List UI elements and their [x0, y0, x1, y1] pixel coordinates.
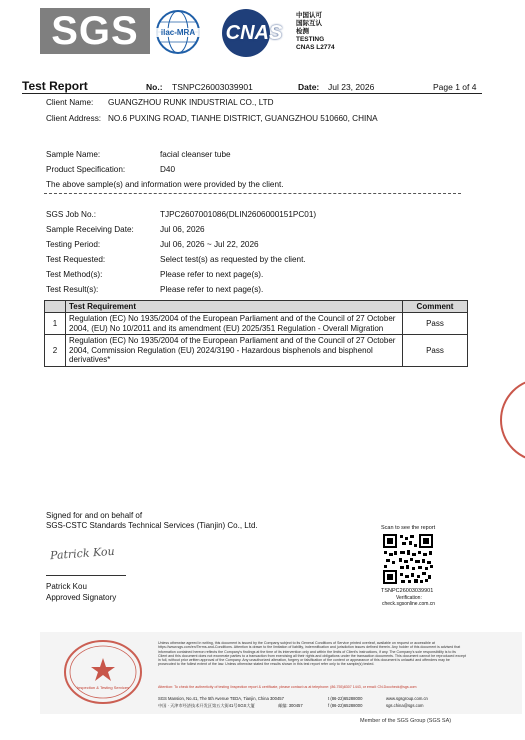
sgs-logo: [40, 8, 150, 54]
stamp-label: Inspection & Testing Services: [76, 685, 130, 690]
row-number: 1: [45, 313, 66, 335]
client-name-label: Client Name:: [46, 98, 94, 107]
sample-name-label: Sample Name:: [46, 150, 101, 159]
qr-verification-label: Verification:: [396, 595, 422, 601]
cnas-logo-text: CNAS: [225, 22, 283, 44]
qr-verify-url[interactable]: check.sgsonline.com.cn: [382, 601, 436, 607]
sgs-logo-text: SGS: [51, 9, 139, 53]
row-comment: Pass: [403, 313, 468, 335]
ilac-mra-text: ilac-MRA: [150, 28, 206, 37]
footer-fax: f (86-22)65288000: [328, 703, 363, 708]
cnas-cn-line-3: 检测: [296, 28, 309, 35]
footer-disclaimer: Unless otherwise agreed in writing, this document is issued by the Company subject to its General Conditions of Service printed overleaf, available on request or accessible at https://www.sgs.com/en/Terms-and-Conditions. Attention is drawn to the limitation of liability, indemnification and jurisdiction issues defined therein. Any holder of this document is advised that information contained hereon reflects the Company's findings at the time of its intervention only and within the limits of Client's instructions, if any. The Company's sole responsibility is to its Client and this document does not exonerate parties to a transaction from exercising all their rights and obligations under the transaction documents. This document cannot be reproduced except in full, without prior written approval of the Company. Any unauthorized alteration, forgery or falsification of the content or appearance of this document is unlawful and offenders may be prosecuted to the fullest extent of the law. Unless otherwise stated the results shown in this test report refer only to the sample(s) tested.: [158, 641, 466, 667]
product-spec-label: Product Specification:: [46, 165, 126, 174]
footer-postcode-cn: 邮编: 300457: [278, 703, 303, 708]
signature-line: [46, 575, 126, 576]
signatory-name: Patrick Kou: [46, 582, 87, 591]
receiving-date-value: Jul 06, 2026: [160, 225, 205, 234]
signing-company: SGS-CSTC Standards Technical Services (Tianjin) Co., Ltd.: [46, 521, 258, 530]
job-no-value: TJPC2607001086(DLIN2606000151PC01): [160, 210, 317, 219]
test-requirement-table: [44, 300, 468, 367]
report-date-label: Date:: [298, 82, 320, 92]
qr-code-icon: [382, 533, 434, 585]
signatory-title: Approved Signatory: [46, 593, 117, 602]
footer-address-en: SGS Mansion, No.41, The 5th Avenue TEDA, Tianjin, China 300457: [158, 696, 284, 701]
cnas-logo: [214, 9, 294, 57]
qr-code[interactable]: [382, 533, 434, 585]
report-no-value: TSNPC26003039901: [172, 82, 253, 92]
footer-attention: Attention: To check the authenticity of testing /inspection report & certificate, please contact us at telephone: (86-755)8307 1443, or email: CN.Doccheck@sgs.com: [158, 685, 417, 689]
report-date-value: Jul 23, 2026: [328, 82, 375, 92]
page-number: Page 1 of 4: [433, 82, 477, 92]
footer-email[interactable]: sgs.china@sgs.com: [386, 703, 424, 708]
receiving-date-label: Sample Receiving Date:: [46, 225, 134, 234]
footer-tel: t (86-22)65288000: [328, 696, 363, 701]
sample-name-value: facial cleanser tube: [160, 150, 231, 159]
footer-member: Member of the SGS Group (SGS SA): [360, 718, 452, 724]
test-requested-value: Select test(s) as requested by the client.: [160, 255, 306, 264]
report-no-label: No.:: [146, 82, 163, 92]
footer-address-cn: 中国 · 天津市经济技术开发区第五大街41号SGS大厦: [158, 703, 255, 708]
test-method-value: Please refer to next page(s).: [160, 270, 264, 279]
client-address-label: Client Address:: [46, 114, 102, 123]
row-number: 2: [45, 335, 66, 367]
qr-report-number: TSNPC26003039901: [381, 588, 434, 594]
table-header-requirement: Test Requirement: [66, 301, 403, 313]
table-header-num: [45, 301, 66, 313]
test-requested-label: Test Requested:: [46, 255, 106, 264]
ilac-mra-logo: [150, 8, 206, 58]
title-rule: [22, 93, 482, 94]
signed-for-text: Signed for and on behalf of: [46, 511, 143, 520]
table-row: [45, 313, 468, 335]
cnas-cn-line-2: 国际互认: [296, 20, 322, 27]
test-method-label: Test Method(s):: [46, 270, 103, 279]
cnas-testing: TESTING: [296, 36, 325, 43]
footer-web[interactable]: www.sgsgroup.com.cn: [386, 696, 428, 701]
cnas-cn-line-1: 中国认可: [296, 12, 322, 19]
client-address-value: NO.6 PUXING ROAD, TIANHE DISTRICT, GUANGZHOU 510660, CHINA: [108, 114, 378, 123]
footer-stamp: [62, 638, 144, 706]
inspection-stamp-icon: [62, 638, 144, 706]
client-name-value: GUANGZHOU RUNK INDUSTRIAL CO., LTD: [108, 98, 274, 107]
cnas-accreditation-block: [296, 12, 335, 52]
table-header-comment: Comment: [403, 301, 468, 313]
right-edge-stamp: [500, 378, 525, 462]
row-comment: Pass: [403, 335, 468, 367]
test-result-label: Test Result(s):: [46, 285, 99, 294]
testing-period-label: Testing Period:: [46, 240, 101, 249]
row-requirement: Regulation (EC) No 1935/2004 of the European Parliament and of the Council of 27 October 2004, (EU) No 10/2011 and its amendment (EU) 2025/351 Regulation - Overall Migration: [66, 313, 403, 335]
testing-period-value: Jul 06, 2026 ~ Jul 22, 2026: [160, 240, 259, 249]
handwritten-signature: Patrick Kou: [49, 544, 115, 563]
test-result-value: Please refer to next page(s).: [160, 285, 264, 294]
product-spec-value: D40: [160, 165, 176, 174]
table-row: [45, 335, 468, 367]
sample-divider: [44, 193, 461, 194]
row-requirement: Regulation (EC) No 1935/2004 of the European Parliament and of the Council of 27 October 2004, Commission Regulation (EU) 2024/3190 - Hazardous bisphenols and bisphenol derivatives*: [66, 335, 403, 367]
sample-note: The above sample(s) and information were provided by the client.: [46, 180, 284, 189]
cnas-number: CNAS L2774: [296, 44, 335, 51]
table-header-row: [45, 301, 468, 313]
report-title: Test Report: [22, 79, 88, 93]
qr-scan-label: Scan to see the report: [381, 525, 436, 531]
job-no-label: SGS Job No.:: [46, 210, 97, 219]
